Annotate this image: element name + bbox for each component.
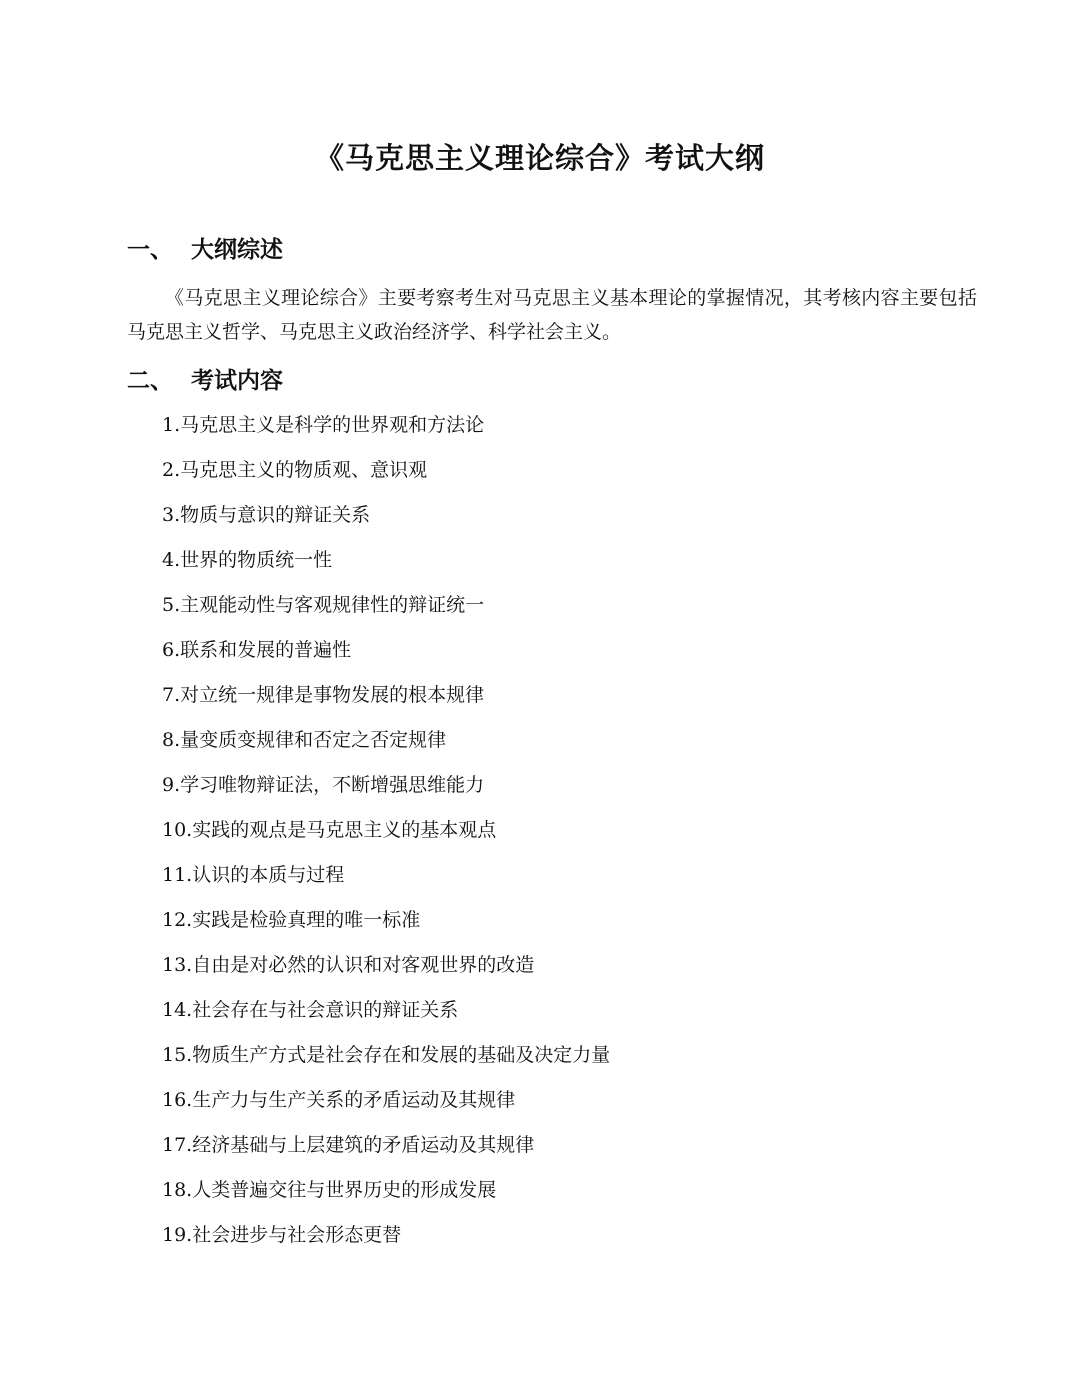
list-item: 1.马克思主义是科学的世界观和方法论 — [162, 414, 485, 436]
list-item: 6.联系和发展的普遍性 — [162, 639, 352, 661]
list-item: 12.实践是检验真理的唯一标准 — [162, 909, 421, 931]
list-item: 3.物质与意识的辩证关系 — [162, 504, 371, 526]
list-item: 19.社会进步与社会形态更替 — [162, 1224, 402, 1246]
list-item: 15.物质生产方式是社会存在和发展的基础及决定力量 — [162, 1044, 611, 1066]
section-heading-text: 考试内容 — [191, 368, 283, 394]
document-title: 《马克思主义理论综合》考试大纲 — [314, 141, 765, 175]
exam-content-list — [162, 410, 610, 1265]
list-item: 13.自由是对必然的认识和对客观世界的改造 — [162, 954, 535, 976]
list-item: 4.世界的物质统一性 — [162, 549, 333, 571]
list-item: 18.人类普遍交往与世界历史的形成发展 — [162, 1179, 497, 1201]
list-item: 17.经济基础与上层建筑的矛盾运动及其规律 — [162, 1134, 535, 1156]
section-heading-content — [127, 362, 283, 395]
list-item: 7.对立统一规律是事物发展的根本规律 — [162, 684, 485, 706]
list-item: 5.主观能动性与客观规律性的辩证统一 — [162, 594, 485, 616]
list-item: 16.生产力与生产关系的矛盾运动及其规律 — [162, 1089, 516, 1111]
section-heading-overview — [127, 231, 283, 264]
list-item: 10.实践的观点是马克思主义的基本观点 — [162, 819, 497, 841]
section-number: 二、 — [127, 368, 173, 394]
list-item: 2.马克思主义的物质观、意识观 — [162, 459, 428, 481]
list-item: 9.学习唯物辩证法，不断增强思维能力 — [162, 774, 485, 796]
section-number: 一、 — [127, 237, 173, 263]
section-heading-text: 大纲综述 — [191, 237, 283, 263]
list-item: 11.认识的本质与过程 — [162, 864, 345, 886]
list-item: 8.量变质变规律和否定之否定规律 — [162, 729, 447, 751]
list-item: 14.社会存在与社会意识的辩证关系 — [162, 999, 459, 1021]
overview-paragraph: 《马克思主义理论综合》主要考察考生对马克思主义基本理论的掌握情况，其考核内容主要包括马克思主义哲学、马克思主义政治经济学、科学社会主义。 — [127, 287, 977, 343]
